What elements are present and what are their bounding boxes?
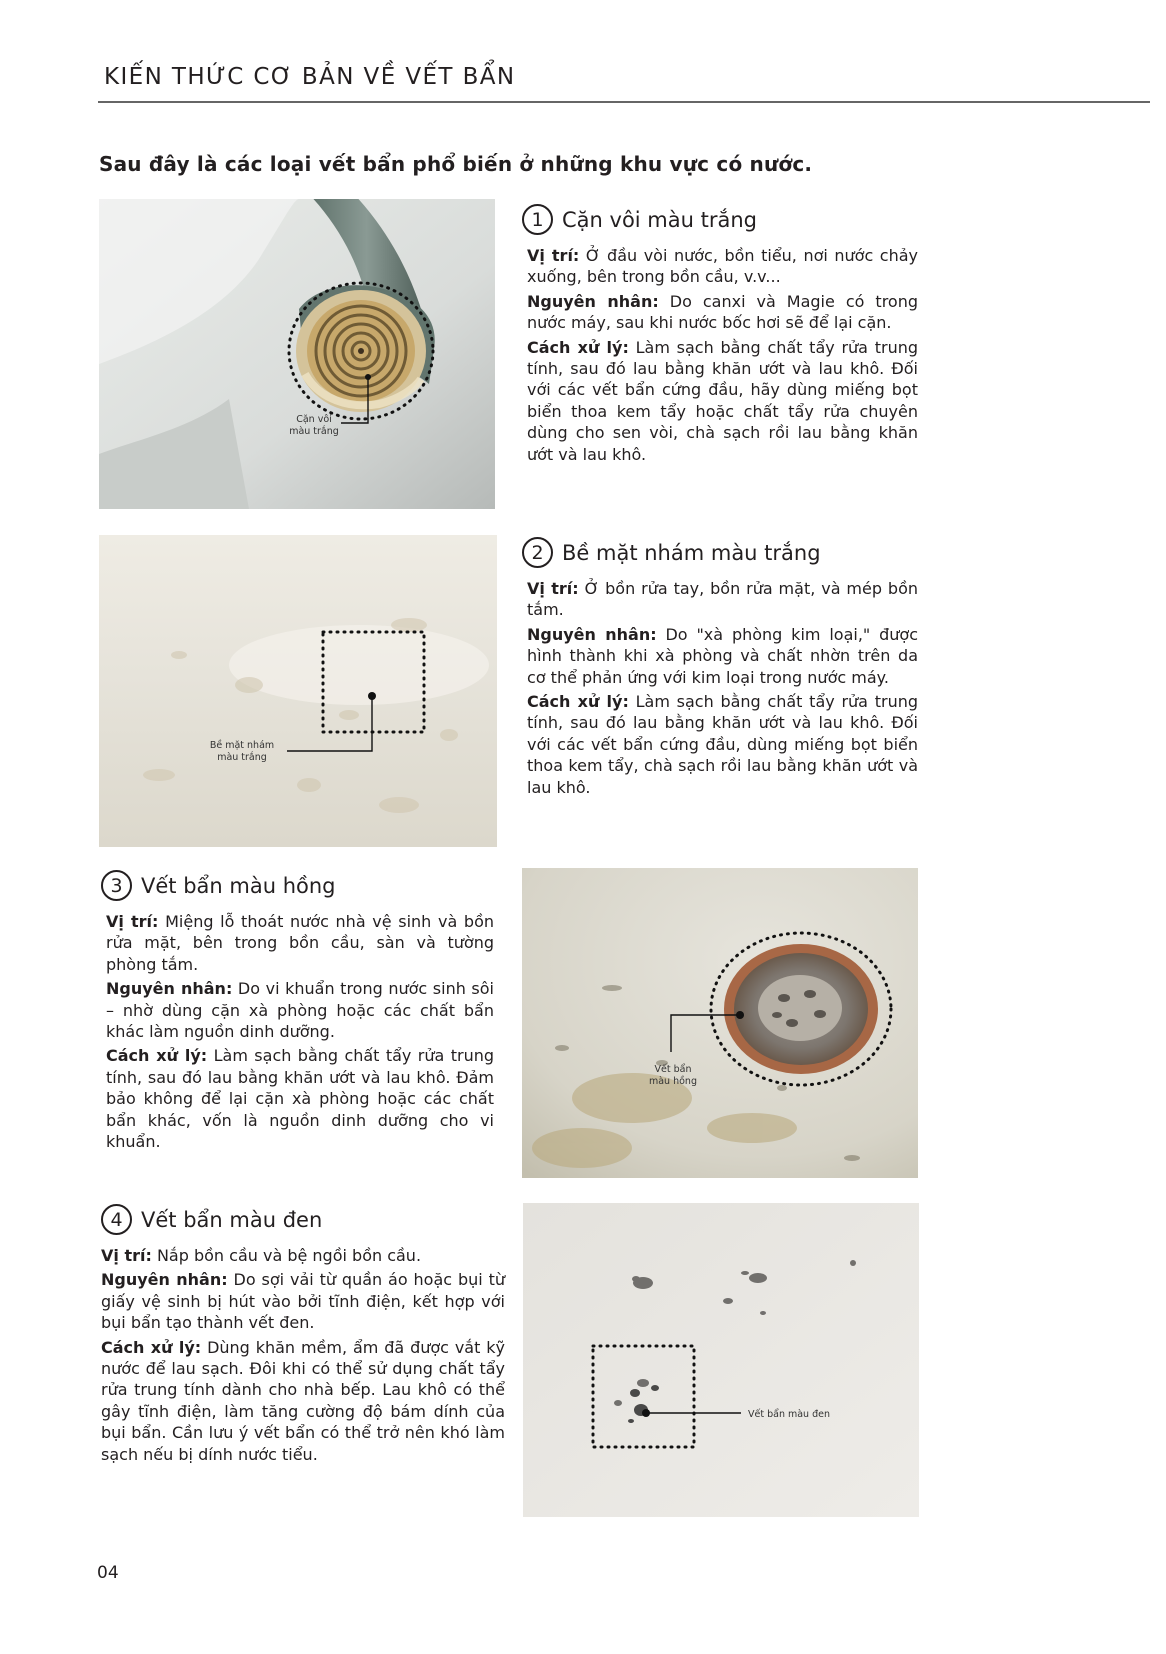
cause-paragraph [101, 1269, 505, 1333]
rough-surface-photo [99, 535, 497, 847]
cause-paragraph [527, 624, 918, 688]
callout-label: màu trắng [217, 752, 267, 763]
callout-label: Cặn vôi [296, 414, 332, 425]
location-paragraph [101, 1245, 505, 1266]
location-label: Vị trí: [106, 912, 159, 931]
cause-text: Do sợi vải từ quần áo hoặc bụi từ giấy vệ sinh bị hút vào bởi tĩnh điện, kết hợp với bụi bẩn tạo thành vết đen. [101, 1270, 505, 1333]
location-text: Ở bồn rửa tay, bồn rửa mặt, và mép bồn tắm. [527, 579, 918, 620]
location-label: Vị trí: [527, 579, 579, 598]
drain-pink-stain-photo [522, 868, 918, 1178]
treatment-label: Cách xử lý: [527, 337, 629, 357]
location-paragraph [527, 245, 918, 288]
section-number-badge: 4 [101, 1204, 132, 1235]
section-4-black-stain [101, 1204, 505, 1468]
cause-label: Nguyên nhân: [527, 624, 657, 644]
treatment-text: Làm sạch bằng chất tẩy rửa trung tính, sau đó lau bằng khăn ướt và lau khô. Đảm bảo không để lại cặn xà phòng hoặc các chất bẩn khác, vốn là nguồn dinh dưỡng cho vi khuẩn. [106, 1046, 495, 1152]
cause-paragraph [527, 291, 918, 334]
cause-label: Nguyên nhân: [527, 291, 659, 311]
treatment-paragraph [527, 691, 918, 798]
callout-label: Bề mặt nhám [209, 740, 275, 751]
treatment-paragraph [101, 1337, 505, 1465]
treatment-label: Cách xử lý: [527, 692, 629, 712]
section-number-badge: 2 [522, 537, 553, 568]
location-paragraph [527, 578, 918, 621]
location-text: Ở đầu vòi nước, bồn tiểu, nơi nước chảy xuống, bên trong bồn cầu, v.v... [527, 246, 918, 287]
location-label: Vị trí: [527, 246, 580, 265]
callout-label: màu trắng [289, 426, 339, 437]
header-divider [98, 101, 1150, 103]
treatment-label: Cách xử lý: [106, 1046, 208, 1066]
section-title: Cặn vôi màu trắng [562, 207, 757, 232]
treatment-text: Làm sạch bằng chất tẩy rửa trung tính, sau đó lau bằng khăn ướt và lau khô. Đối với các vết bẩn cứng đầu, hãy dùng miếng bọt biển thoa kem tẩy hoặc chất tẩy rửa chuyên dùng cho sen vòi, chà sạch rồi lau bằng khăn ướt và lau khô. [527, 337, 919, 464]
treatment-paragraph [527, 337, 918, 465]
page-header-title: KIẾN THỨC CƠ BẢN VỀ VẾT BẨN [104, 64, 516, 90]
cause-label: Nguyên nhân: [106, 979, 233, 999]
location-text: Miệng lỗ thoát nước nhà vệ sinh và bồn rửa mặt, bên trong bồn cầu, sàn và tường phòng tắm. [106, 912, 495, 974]
callout-label: Vết bẩn màu đen [748, 1409, 830, 1420]
section-2-white-rough-surface [522, 537, 918, 801]
treatment-paragraph [106, 1045, 494, 1152]
cause-text: Do canxi và Magie có trong nước máy, sau khi nước bốc hơi sẽ để lại cặn. [527, 291, 919, 333]
location-paragraph [106, 911, 494, 975]
black-stain-photo [523, 1203, 919, 1517]
location-text: Nắp bồn cầu và bệ ngồi bồn cầu. [156, 1246, 422, 1265]
section-title: Bề mặt nhám màu trắng [562, 540, 821, 565]
cause-text: Do "xà phòng kim loại," được hình thành khi xà phòng và chất nhờn trên da cơ thể phản ứng với kim loại trong nước máy. [527, 624, 918, 687]
treatment-text: Làm sạch bằng chất tẩy rửa trung tính, sau đó lau bằng khăn ướt và lau khô. Đối với các vết bẩn cứng đầu, dùng miếng bọt biển thoa kem tẩy, chà sạch rồi lau bằng khăn ướt và lau khô. [527, 692, 919, 797]
treatment-label: Cách xử lý: [101, 1337, 202, 1357]
faucet-limescale-photo [99, 199, 495, 509]
section-number-badge: 1 [522, 204, 553, 235]
page-number: 04 [97, 1563, 119, 1583]
section-1-white-limescale [522, 204, 918, 468]
section-title: Vết bẩn màu hồng [141, 873, 336, 898]
cause-text: Do vi khuẩn trong nước sinh sôi – nhờ dùng cặn xà phòng hoặc các chất bẩn khác làm nguồn dinh dưỡng. [106, 979, 494, 1042]
cause-label: Nguyên nhân: [101, 1270, 228, 1290]
intro-text: Sau đây là các loại vết bẩn phổ biến ở những khu vực có nước. [99, 152, 813, 176]
section-3-pink-stain [101, 870, 494, 1155]
section-title: Vết bẩn màu đen [141, 1207, 323, 1232]
cause-paragraph [106, 978, 494, 1042]
callout-label: màu hồng [648, 1076, 698, 1087]
location-label: Vị trí: [101, 1246, 152, 1265]
callout-label: Vết bẩn [654, 1064, 692, 1075]
section-number-badge: 3 [101, 870, 132, 901]
treatment-text: Dùng khăn mềm, ẩm đã được vắt kỹ nước để lau sạch. Đôi khi có thể sử dụng chất tẩy rửa trung tính dành cho nhà bếp. Lau khô có thể gây tĩnh điện, làm tăng cường độ bám dính của bụi bẩn. Cần lưu ý vết bẩn có thể trở nên khó làm sạch nếu bị dính nước tiểu. [101, 1337, 506, 1464]
